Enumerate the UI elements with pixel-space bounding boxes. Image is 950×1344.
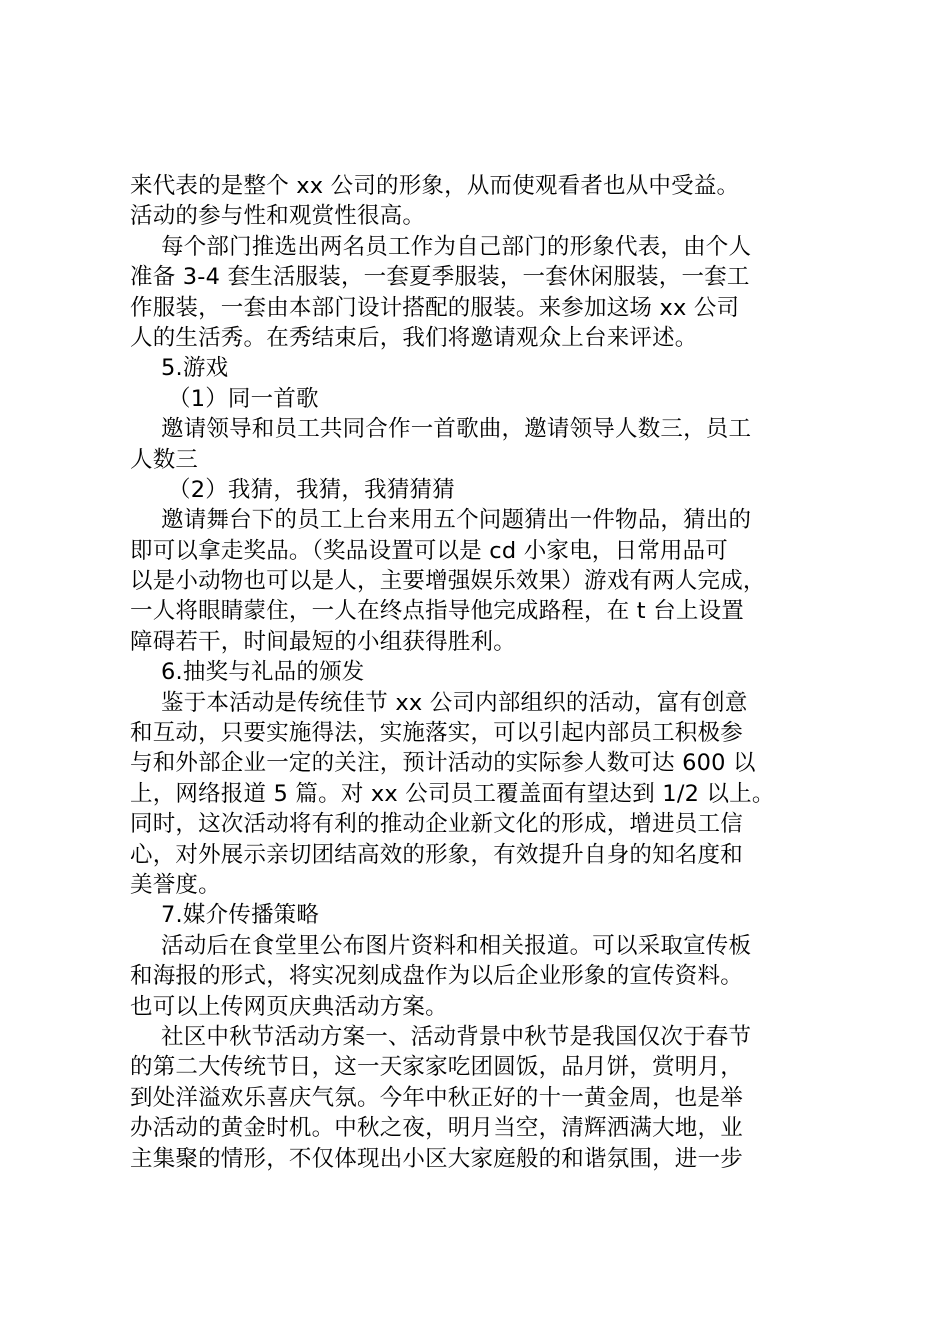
text-line: 主集聚的情形，不仅体现出小区大家庭般的和谐氛围，进一步 xyxy=(130,1145,743,1172)
document-page xyxy=(130,171,830,1174)
subsection-heading: （1）同一首歌 xyxy=(168,385,319,412)
text-line: 心，对外展示亲切团结高效的形象，有效提升自身的知名度和 xyxy=(130,841,743,868)
text-line: 来代表的是整个 xx 公司的形象，从而使观看者也从中受益。 xyxy=(130,173,740,199)
text-line: 上，网络报道 5 篇。对 xx 公司员工覆盖面有望达到 1/2 以上。 xyxy=(130,780,775,807)
text-line: 人的生活秀。在秀结束后，我们将邀请观众上台来评述。 xyxy=(130,324,698,351)
section-heading: 5.游戏 xyxy=(161,355,229,382)
text-line: 障碍若干，时间最短的小组获得胜利。 xyxy=(130,628,516,655)
text-line: 准备 3-4 套生活服装，一套夏季服装，一套休闲服装，一套工 xyxy=(130,264,750,291)
section-heading: 6.抽奖与礼品的颁发 xyxy=(161,659,365,686)
text-line: 到处洋溢欢乐喜庆气氛。今年中秋正好的十一黄金周，也是举 xyxy=(130,1084,743,1111)
paragraph-start: 邀请舞台下的员工上台来用五个问题猜出一件物品，猜出的 xyxy=(161,507,752,534)
text-line: 活动的参与性和观赏性很高。 xyxy=(130,203,426,230)
text-line: 即可以拿走奖品。（奖品设置可以是 cd 小家电，日常用品可 xyxy=(130,537,729,564)
text-line: 的第二大传统节日，这一天家家吃团圆饭，品月饼，赏明月， xyxy=(130,1054,743,1081)
text-line: 与和外部企业一定的关注，预计活动的实际参人数可达 600 以 xyxy=(130,750,756,777)
text-line: 同时，这次活动将有利的推动企业新文化的形成，增进员工信 xyxy=(130,811,743,838)
paragraph-start: 鉴于本活动是传统佳节 xx 公司内部组织的活动，富有创意 xyxy=(161,689,748,716)
text-line: 人数三 xyxy=(130,446,199,473)
paragraph-start: 每个部门推选出两名员工作为自己部门的形象代表，由个人 xyxy=(161,233,752,260)
paragraph-start: 活动后在食堂里公布图片资料和相关报道。可以采取宣传板 xyxy=(161,932,752,959)
text-line: 和海报的形式，将实况刻成盘作为以后企业形象的宣传资料。 xyxy=(130,963,743,990)
text-line: 也可以上传网页庆典活动方案。 xyxy=(130,993,448,1020)
text-line: 以是小动物也可以是人，主要增强娱乐效果）游戏有两人完成， xyxy=(130,568,766,595)
text-line: 一人将眼睛蒙住，一人在终点指导他完成路程，在 t 台上设置 xyxy=(130,598,744,625)
paragraph-start: 社区中秋节活动方案一、活动背景中秋节是我国仅次于春节 xyxy=(161,1023,752,1050)
paragraph-start: 邀请领导和员工共同合作一首歌曲，邀请领导人数三，员工 xyxy=(161,416,752,443)
section-heading: 7.媒介传播策略 xyxy=(161,902,320,929)
text-line: 办活动的黄金时机。中秋之夜，明月当空，清辉洒满大地，业 xyxy=(130,1115,743,1142)
text-line: 美誉度。 xyxy=(130,871,221,898)
text-line: 作服装，一套由本部门设计搭配的服装。来参加这场 xx 公司 xyxy=(130,294,740,321)
subsection-heading: （2）我猜，我猜，我猜猜猜 xyxy=(168,476,455,503)
text-line: 和互动，只要实施得法，实施落实，可以引起内部员工积极参 xyxy=(130,720,743,747)
